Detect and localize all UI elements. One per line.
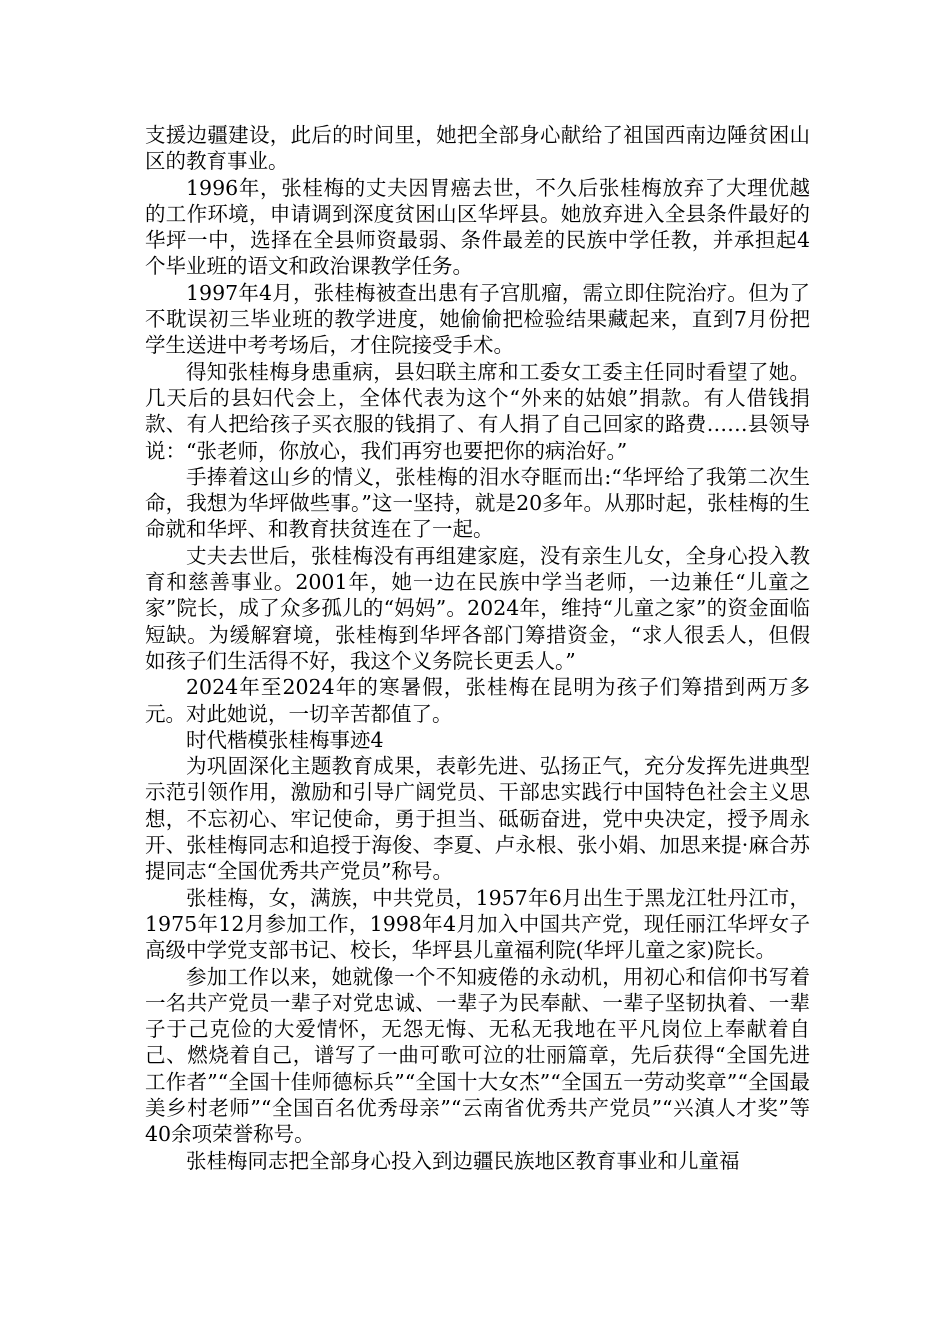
paragraph-biography: 张桂梅，女，满族，中共党员，1957年6月出生于黑龙江牡丹江市，1975年12月参加工作，1998年4月加入中国共产党，现任丽江华坪女子高级中学党支部书记、校长，华坪县儿童福利院(华坪儿童之家)院长。 bbox=[145, 885, 810, 963]
paragraph-honor-decision: 为巩固深化主题教育成果，表彰先进、弘扬正气，充分发挥先进典型示范引领作用，激励和引导广阔党员、干部忠实践行中国特色社会主义思想，不忘初心、牢记使命，勇于担当、砥砺奋进，党中央决定，授予周永开、张桂梅同志和追授于海俊、李夏、卢永根、张小娟、加思来提·麻合苏提同志“全国优秀共产党员”称号。 bbox=[145, 754, 810, 884]
paragraph-commitment: 手捧着这山乡的情义，张桂梅的泪水夺眶而出:“华坪给了我第二次生命，我想为华坪做些事。”这一坚持，就是20多年。从那时起，张桂梅的生命就和华坪、和教育扶贫连在了一起。 bbox=[145, 464, 810, 542]
paragraph-illness-support: 得知张桂梅身患重病，县妇联主席和工委女工委主任同时看望了她。几天后的县妇代会上，全体代表为这个“外来的姑娘”捐款。有人借钱捐款、有人把给孩子买衣服的钱捐了、有人捐了自己回家的路费……县领导说：“张老师，你放心，我们再穷也要把你的病治好。” bbox=[145, 359, 810, 463]
paragraph-closing: 张桂梅同志把全部身心投入到边疆民族地区教育事业和儿童福 bbox=[186, 1148, 740, 1173]
paragraph-fundraising: 2024年至2024年的寒暑假，张桂梅在昆明为孩子们筹措到两万多元。对此她说，一切辛苦都值了。 bbox=[145, 675, 810, 726]
paragraph-1997: 1997年4月，张桂梅被查出患有子宫肌瘤，需立即住院治疗。但为了不耽误初三毕业班的教学进度，她偷偷把检验结果藏起来，直到7月份把学生送进中考考场后，才住院接受手术。 bbox=[145, 280, 810, 358]
document-body bbox=[145, 122, 810, 1174]
paragraph-achievements: 参加工作以来，她就像一个不知疲倦的永动机，用初心和信仰书写着一名共产党员一辈子对党忠诚、一辈子为民奉献、一辈子坚韧执着、一辈子于己克俭的大爱情怀，无怨无悔、无私无我地在平凡岗位上奉献着自己、燃烧着自己，谱写了一曲可歌可泣的壮丽篇章，先后获得“全国先进工作者”“全国十佳师德标兵”“全国十大女杰”“全国五一劳动奖章”“全国最美乡村老师”“全国百名优秀母亲”“云南省优秀共产党员”“兴滇人才奖”等40余项荣誉称号。 bbox=[145, 964, 810, 1147]
section-heading: 时代楷模张桂梅事迹4 bbox=[186, 727, 384, 752]
paragraph-1996: 1996年，张桂梅的丈夫因胃癌去世，不久后张桂梅放弃了大理优越的工作环境，申请调到深度贫困山区华坪县。她放弃进入全县条件最好的华坪一中，选择在全县师资最弱、条件最差的民族中学任教，并承担起4个毕业班的语文和政治课教学任务。 bbox=[145, 175, 810, 279]
paragraph-childrens-home: 丈夫去世后，张桂梅没有再组建家庭，没有亲生儿女，全身心投入教育和慈善事业。2001年，她一边在民族中学当老师，一边兼任“儿童之家”院长，成了众多孤儿的“妈妈”。2024年，维持“儿童之家”的资金面临短缺。为缓解窘境，张桂梅到华坪各部门筹措资金，“求人很丢人，但假如孩子们生活得不好，我这个义务院长更丢人。” bbox=[145, 543, 810, 673]
paragraph-continuation: 支援边疆建设，此后的时间里，她把全部身心献给了祖国西南边陲贫困山区的教育事业。 bbox=[145, 123, 810, 174]
